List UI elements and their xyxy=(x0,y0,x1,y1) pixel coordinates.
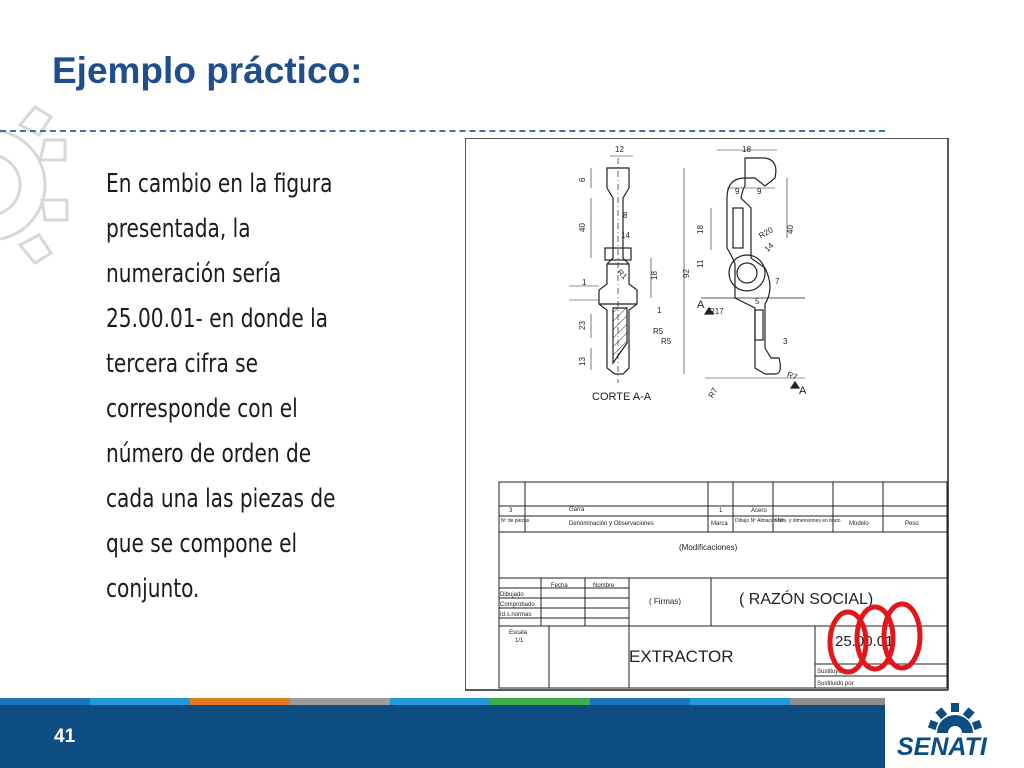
side-view xyxy=(701,150,805,388)
side-dimension-labels xyxy=(696,145,807,399)
gear-logo-icon xyxy=(885,695,1024,735)
body-line: numeración sería xyxy=(106,259,282,289)
body-line: cada una las piezas de xyxy=(106,484,336,514)
dim-label: R17 xyxy=(709,307,724,316)
sustituye: Sustituye a xyxy=(817,669,847,675)
dim-label: 11 xyxy=(696,259,705,268)
dim-label: R20 xyxy=(757,225,775,241)
slide-title: Ejemplo práctico: xyxy=(52,50,363,91)
razon-social: ( RAZÓN SOCIAL) xyxy=(739,591,874,608)
firmas: ( Firmas) xyxy=(649,597,681,606)
row-marca: 1 xyxy=(719,508,723,514)
body-line: En cambio en la figura xyxy=(106,169,333,199)
dim-label: R5 xyxy=(661,337,672,346)
dim-label: 7 xyxy=(775,277,780,286)
header-denominacion: Denominación y Observaciones xyxy=(569,521,654,527)
sustituido: Sustituido por xyxy=(817,681,854,687)
header-fecha: Fecha xyxy=(551,583,568,589)
dim-label: R1 xyxy=(615,267,629,282)
body-line: conjunto. xyxy=(106,574,200,604)
header-n-piezas: Nº de piezas xyxy=(501,518,530,524)
dim-label: 9 xyxy=(735,187,740,196)
header-material: Mate. y dimensiones en bruto xyxy=(775,518,841,524)
comprobado: Comprobado xyxy=(500,602,535,608)
row-qty: 3 xyxy=(509,508,513,514)
gear-watermark-icon xyxy=(0,75,90,295)
dim-label: 18 xyxy=(696,225,705,234)
dim-label: 14 xyxy=(762,240,776,254)
dim-label: 6 xyxy=(578,177,587,182)
dim-label: R7 xyxy=(785,369,799,382)
dim-label: 3 xyxy=(783,337,788,346)
section-dimension-labels xyxy=(578,145,691,403)
dim-label: 13 xyxy=(578,357,587,366)
dibujado: Dibujado xyxy=(500,592,524,598)
escala-value: 1/1 xyxy=(515,638,524,644)
section-label: CORTE A-A xyxy=(592,391,652,403)
technical-drawing xyxy=(465,138,950,692)
dim-label: R7 xyxy=(706,386,720,400)
modificaciones: (Modificaciones) xyxy=(679,543,738,552)
section-view xyxy=(569,156,684,383)
row-name: Garra xyxy=(569,507,585,513)
body-line: número de orden de xyxy=(106,439,312,469)
dim-label: 23 xyxy=(578,321,587,330)
dim-label: 1 xyxy=(657,306,662,315)
body-line: 25.00.01- en donde la xyxy=(106,304,329,334)
dim-label: 9 xyxy=(757,187,762,196)
section-arrow-label: A xyxy=(697,299,705,311)
footer-bar xyxy=(0,705,1024,768)
dim-label: 5 xyxy=(755,297,760,306)
dim-label: 12 xyxy=(615,145,624,154)
dim-label: 18 xyxy=(742,145,751,154)
title-divider xyxy=(0,130,885,132)
header-nombre: Nombre xyxy=(593,583,615,589)
part-name: EXTRACTOR xyxy=(629,647,734,666)
dim-label: 14 xyxy=(621,231,630,240)
dim-label: R5 xyxy=(653,327,664,336)
logo-text: SENATI xyxy=(897,733,987,761)
dim-label: 1 xyxy=(582,278,587,287)
page-number: 41 xyxy=(54,726,76,747)
body-line: tercera cifra se xyxy=(106,349,259,379)
title-block-text xyxy=(500,507,919,687)
dim-label: 92 xyxy=(682,269,691,278)
header-peso: Peso xyxy=(905,521,919,527)
footer-color-band xyxy=(0,698,1024,705)
body-line: presentada, la xyxy=(106,214,251,244)
dim-label: 40 xyxy=(786,225,795,234)
row-material: Acero xyxy=(751,508,767,514)
drawing-number: 25.00.01 xyxy=(835,633,894,650)
body-line: que se compone el xyxy=(106,529,298,559)
body-paragraph xyxy=(106,162,355,612)
header-dibujo: Dibujo Nº Almacén Nº xyxy=(735,518,784,524)
body-line: corresponde con el xyxy=(106,394,298,424)
header-modelo: Modelo xyxy=(849,521,869,527)
dim-label: 40 xyxy=(578,223,587,232)
escala: Escala xyxy=(509,630,528,636)
section-arrow-label: A xyxy=(799,385,807,397)
dim-label: 18 xyxy=(650,271,659,280)
header-marca: Marca xyxy=(711,521,728,527)
id-normas: Id.s.normas xyxy=(500,612,532,618)
dim-label: 8 xyxy=(623,211,628,220)
